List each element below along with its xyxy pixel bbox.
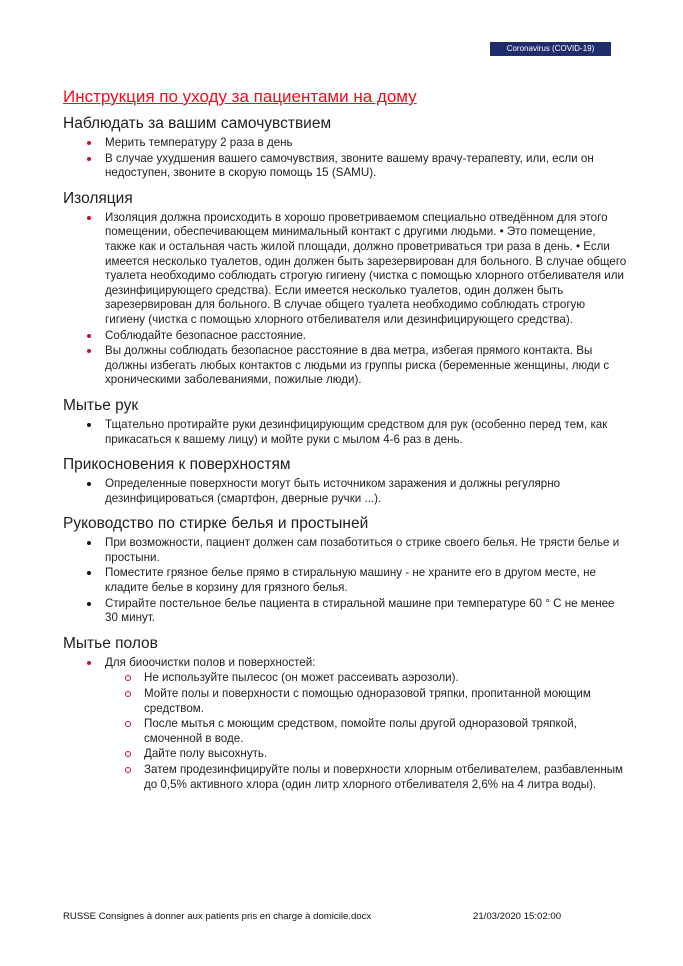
bullet-list <box>63 536 628 626</box>
footer-date: 21/03/2020 15:02:00 <box>473 911 562 922</box>
sections-container <box>63 114 628 792</box>
list-item-text: Стирайте постельное белье пациента в стиральной машине при температуре 60 ° С не менее 30 минут. <box>105 596 615 625</box>
section <box>63 189 628 388</box>
section <box>63 514 628 626</box>
bullet-list <box>63 211 628 388</box>
section <box>63 114 628 181</box>
list-item <box>105 477 628 506</box>
section-heading: Мытье полов <box>63 634 158 652</box>
list-item <box>105 418 628 447</box>
list-item-text: При возможности, пациент должен сам позаботиться о стрике своего белья. Не трясти белье и простыни. <box>105 536 620 564</box>
list-item <box>105 136 628 151</box>
section-heading: Наблюдать за вашим самочувствием <box>63 115 332 132</box>
section <box>63 634 628 792</box>
sub-list-item: После мытья с моющим средством, помойте полы другой одноразовой тряпкой, смоченной в воде. <box>144 717 628 746</box>
list-item <box>105 656 628 792</box>
sub-list-item: Дайте полу высохнуть. <box>144 747 628 762</box>
list-item-text: Соблюдайте безопасное расстояние. <box>105 328 307 342</box>
section-heading: Мытье рук <box>63 396 139 414</box>
sub-list <box>105 671 628 792</box>
list-item <box>105 344 628 388</box>
document-body <box>63 86 628 800</box>
list-item-text: Вы должны соблюдать безопасное расстояние в два метра, избегая прямого контакта. Вы должны избегать любых контактов с людьми из группы риска (беременные женщины, люди с хроническими заболеваниями, пожилые люди). <box>105 344 610 387</box>
document-title: Инструкция по уходу за пациентами на дому <box>63 87 417 106</box>
section <box>63 396 628 447</box>
list-item-text: Тщательно протирайте руки дезинфицирующим средством для рук (особенно перед тем, как прикасаться к вашему лицу) и мойте руки с мылом 4-6 раз в день. <box>105 417 608 446</box>
bullet-list <box>63 656 628 792</box>
footer-filename: RUSSE Consignes à donner aux patients pris en charge à domicile.docx <box>63 911 372 922</box>
list-item-text: Определенные поверхности могут быть источником заражения и должны регулярно дезинфицироваться (смартфон, дверные ручки ...). <box>105 477 561 505</box>
list-item-text: Поместите грязное белье прямо в стиральную машину - не храните его в другом месте, не кладите белье в корзину для грязного белья. <box>105 566 596 595</box>
section-heading: Руководство по стирке белья и простыней <box>63 515 369 533</box>
section <box>63 455 628 506</box>
sub-list-item: Затем продезинфицируйте полы и поверхности хлорным отбеливателем, разбавленным до 0,5% активного хлора (один литр хлорного отбеливателя 2,6% на 4 литра воды). <box>144 763 628 792</box>
section-heading: Прикосновения к поверхностям <box>63 456 291 474</box>
list-item-text: В случае ухудшения вашего самочувствия, звоните вашему врачу-терапевту, или, если он недоступен, звоните в скорую помощь 15 (SAMU). <box>105 151 594 180</box>
list-item <box>105 211 628 328</box>
sub-list-item: Мойте полы и поверхности с помощью одноразовой тряпки, пропитанной моющим средством. <box>144 687 628 716</box>
bullet-list <box>63 136 628 181</box>
section-heading: Изоляция <box>63 189 133 207</box>
covid-badge: Coronavirus (COVID-19) <box>490 42 611 56</box>
list-item <box>105 329 628 344</box>
list-item <box>105 152 628 181</box>
list-item-text: Изоляция должна происходить в хорошо проветриваемом специально отведённом для этого помещении, обеспечивающем минимальный контакт с другими людьми. • Это помещение, также как и остальная часть жилой площади, должно проветриваться три раза в день. • Если имеется несколько туалетов, один должен быть зарезервирован для больного. В случае общего туалета необходимо соблюдать строгую гигиену (чистка с помощью хлорного отбеливателя или дезинфицирующего средства). Если имеется несколько туалетов, один должен быть зарезервирован для больного. В случае общего туалета необходимо соблюдать строгую гигиену (чистка с помощью хлорного отбеливателя или дезинфицирующего средства). <box>105 210 627 326</box>
list-item-text: Мерить температуру 2 раза в день <box>105 136 293 149</box>
bullet-list <box>63 477 628 506</box>
bullet-list <box>63 418 628 447</box>
list-item <box>105 566 628 595</box>
list-item <box>105 597 628 626</box>
list-item-text: Для биоочистки полов и поверхностей: <box>105 655 316 669</box>
sub-list-item: Не используйте пылесос (он может рассеивать аэрозоли). <box>144 671 628 686</box>
list-item <box>105 536 628 565</box>
